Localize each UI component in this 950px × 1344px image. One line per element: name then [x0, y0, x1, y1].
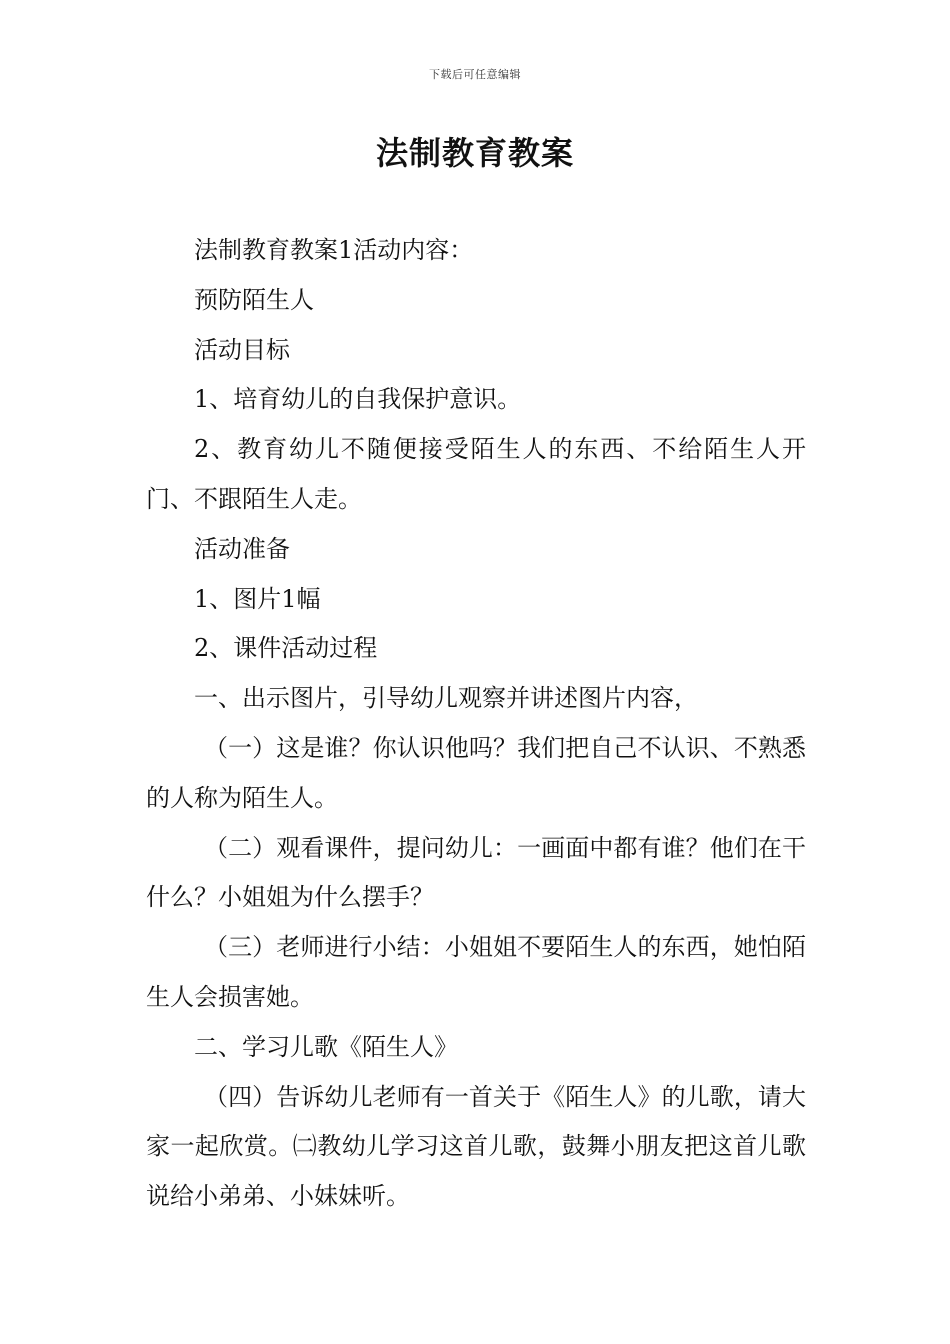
paragraph-content-heading: 法制教育教案1活动内容： [194, 236, 474, 264]
paragraph-prep-2: 2、课件活动过程 [194, 634, 378, 663]
paragraph-step-1-a: （一）这是谁？你认识他吗？我们把自己不认识、不熟悉的人称为陌生人。 [146, 733, 806, 812]
document-title: 法制教育教案 [375, 134, 574, 172]
paragraph-goal-1: 1、培育幼儿的自我保护意识。 [194, 385, 522, 414]
page-header-note: 下载后可任意编辑 [429, 68, 521, 81]
paragraph-step-2: 二、学习儿歌《陌生人》 [194, 1032, 458, 1061]
document-body [146, 226, 806, 1222]
paragraph-step-2-a: （四）告诉幼儿老师有一首关于《陌生人》的儿歌，请大家一起欣赏。㈡教幼儿学习这首儿歌，鼓舞小朋友把这首儿歌说给小弟弟、小妹妹听。 [146, 1082, 806, 1211]
paragraph-prep-heading: 活动准备 [194, 534, 290, 563]
paragraph-step-1-c: （三）老师进行小结：小姐姐不要陌生人的东西，她怕陌生人会损害她。 [146, 933, 806, 1011]
paragraph-goals-heading: 活动目标 [194, 335, 290, 364]
paragraph-step-1: 一、出示图片，引导幼儿观察并讲述图片内容， [194, 684, 698, 713]
paragraph-topic: 预防陌生人 [194, 285, 314, 314]
paragraph-step-1-b: （二）观看课件，提问幼儿：一画面中都有谁？他们在干什么？小姐姐为什么摆手？ [146, 833, 806, 912]
paragraph-goal-2: 2、教育幼儿不随便接受陌生人的东西、不给陌生人开门、不跟陌生人走。 [146, 435, 806, 513]
paragraph-prep-1: 1、图片1幅 [194, 584, 321, 613]
